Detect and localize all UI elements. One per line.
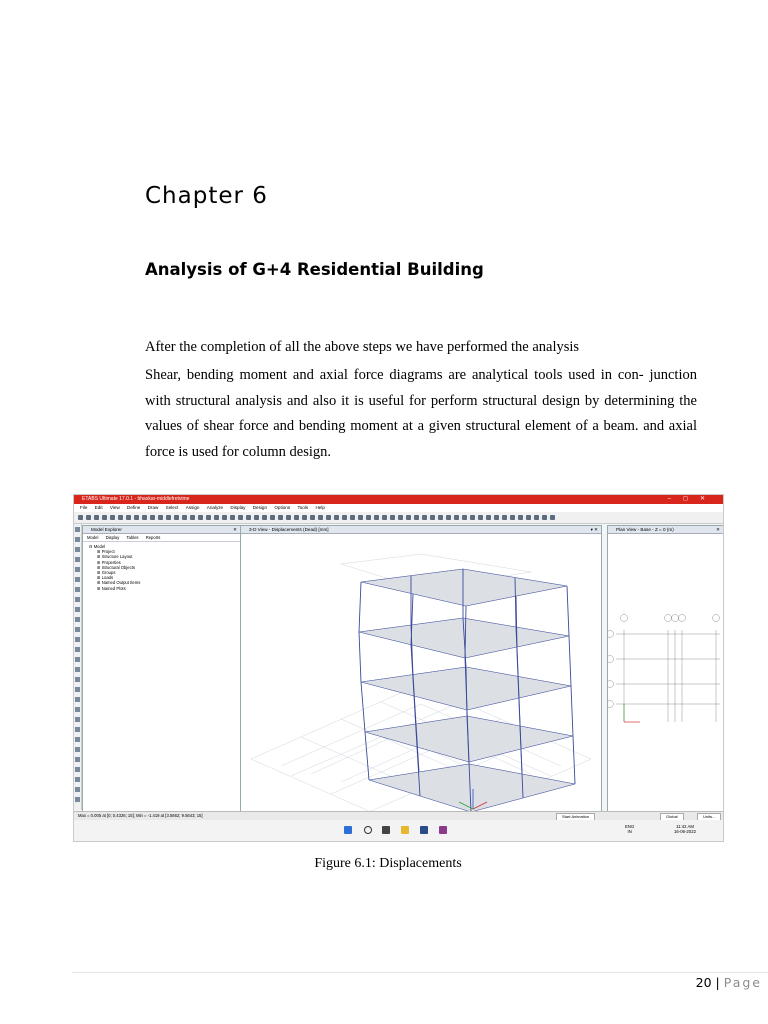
side-tool-icon[interactable] <box>75 697 80 702</box>
side-tool-icon[interactable] <box>75 537 80 542</box>
side-tool-icon[interactable] <box>75 577 80 582</box>
plan-view-pane[interactable] <box>607 525 724 812</box>
toolbar-button-icon[interactable] <box>214 515 219 520</box>
side-tool-icon[interactable] <box>75 547 80 552</box>
toolbar-button-icon[interactable] <box>246 515 251 520</box>
view-3d-title: 3-D View - Displacements (Dead) [mm] <box>249 527 329 532</box>
explorer-header <box>83 526 240 534</box>
tree-item[interactable]: ⊞ Properties <box>97 559 121 565</box>
taskview-icon[interactable] <box>382 826 390 834</box>
toolbar-button-icon[interactable] <box>318 515 323 520</box>
toolbar-button-icon[interactable] <box>406 515 411 520</box>
side-tool-icon[interactable] <box>75 617 80 622</box>
side-tool-icon[interactable] <box>75 687 80 692</box>
toolbar-button-icon[interactable] <box>502 515 507 520</box>
side-tool-icon[interactable] <box>75 777 80 782</box>
menu-item[interactable]: Tools <box>297 505 309 510</box>
side-tool-icon[interactable] <box>75 647 80 652</box>
toolbar-button-icon[interactable] <box>142 515 147 520</box>
start-animation-button[interactable]: Start Animation <box>556 813 595 821</box>
view-3d-header <box>241 526 601 534</box>
toolbar-button-icon[interactable] <box>166 515 171 520</box>
tree-item[interactable]: ⊞ Loads <box>97 575 114 581</box>
toolbar-button-icon[interactable] <box>182 515 187 520</box>
coordinate-system-select[interactable]: Global <box>660 813 684 821</box>
toolbar-button-icon[interactable] <box>438 515 443 520</box>
menu-item[interactable]: Select <box>165 505 179 510</box>
side-tool-icon[interactable] <box>75 607 80 612</box>
toolbar-button-icon[interactable] <box>230 515 235 520</box>
side-tool-icon[interactable] <box>75 657 80 662</box>
left-toolbar <box>74 524 82 810</box>
plan-view-title: Plan View - Base - Z = 0 (m) <box>616 527 674 532</box>
toolbar-button-icon[interactable] <box>174 515 179 520</box>
toolbar-button-icon[interactable] <box>254 515 259 520</box>
tab-display[interactable]: Display <box>105 535 120 540</box>
toolbar-button-icon[interactable] <box>262 515 267 520</box>
side-tool-icon[interactable] <box>75 737 80 742</box>
menu-item[interactable]: Display <box>230 505 246 510</box>
toolbar-button-icon[interactable] <box>358 515 363 520</box>
side-tool-icon[interactable] <box>75 767 80 772</box>
app-titlebar <box>74 495 723 504</box>
toolbar-button-icon[interactable] <box>470 515 475 520</box>
folder-icon[interactable] <box>401 826 409 834</box>
figure-caption: Figure 6.1: Displacements <box>314 856 462 871</box>
toolbar-button-icon[interactable] <box>134 515 139 520</box>
side-tool-icon[interactable] <box>75 797 80 802</box>
tree-item[interactable]: ⊞ Structure Layout <box>97 554 133 560</box>
toolbar-button-icon[interactable] <box>446 515 451 520</box>
side-tool-icon[interactable] <box>75 567 80 572</box>
toolbar-button-icon[interactable] <box>342 515 347 520</box>
side-tool-icon[interactable] <box>75 727 80 732</box>
toolbar-button-icon[interactable] <box>310 515 315 520</box>
tab-tables[interactable]: Tables <box>126 535 139 540</box>
side-tool-icon[interactable] <box>75 677 80 682</box>
toolbar-button-icon[interactable] <box>118 515 123 520</box>
toolbar-button-icon[interactable] <box>86 515 91 520</box>
toolbar-button-icon[interactable] <box>422 515 427 520</box>
toolbar-button-icon[interactable] <box>286 515 291 520</box>
toolbar-button-icon[interactable] <box>414 515 419 520</box>
side-tool-icon[interactable] <box>75 757 80 762</box>
toolbar-button-icon[interactable] <box>374 515 379 520</box>
footer-line <box>72 972 768 973</box>
toolbar-button-icon[interactable] <box>302 515 307 520</box>
tree-item[interactable]: ⊞ Named Output Items <box>97 580 141 586</box>
side-tool-icon[interactable] <box>75 787 80 792</box>
toolbar-button-icon[interactable] <box>238 515 243 520</box>
toolbar-button-icon[interactable] <box>390 515 395 520</box>
toolbar-button-icon[interactable] <box>454 515 459 520</box>
toolbar-button-icon[interactable] <box>486 515 491 520</box>
menu-bar <box>74 504 723 512</box>
toolbar <box>74 512 723 524</box>
menu-item[interactable]: Help <box>315 505 325 510</box>
search-icon[interactable] <box>364 826 372 834</box>
toolbar-button-icon[interactable] <box>110 515 115 520</box>
tree-item[interactable]: ⊞ Structural Objects <box>97 564 135 570</box>
toolbar-button-icon[interactable] <box>190 515 195 520</box>
toolbar-button-icon[interactable] <box>198 515 203 520</box>
toolbar-button-icon[interactable] <box>462 515 467 520</box>
menu-item[interactable]: Draw <box>147 505 159 510</box>
side-tool-icon[interactable] <box>75 627 80 632</box>
toolbar-button-icon[interactable] <box>382 515 387 520</box>
toolbar-button-icon[interactable] <box>78 515 83 520</box>
app-title: ETABS Ultimate 17.0.1 - bhaskar-middlefretvime <box>82 496 190 502</box>
toolbar-button-icon[interactable] <box>150 515 155 520</box>
explorer-tabs <box>83 534 240 542</box>
start-icon[interactable] <box>344 826 352 834</box>
toolbar-button-icon[interactable] <box>350 515 355 520</box>
status-bar <box>74 811 723 820</box>
tree-item[interactable]: ⊞ Named Plots <box>97 585 126 591</box>
toolbar-button-icon[interactable] <box>398 515 403 520</box>
toolbar-button-icon[interactable] <box>94 515 99 520</box>
toolbar-button-icon[interactable] <box>550 515 555 520</box>
menu-item[interactable]: Assign <box>185 505 200 510</box>
menu-item[interactable]: File <box>80 505 88 510</box>
window-controls[interactable]: –◻✕ <box>667 496 717 502</box>
store-icon[interactable] <box>420 826 428 834</box>
toolbar-button-icon[interactable] <box>518 515 523 520</box>
toolbar-button-icon[interactable] <box>102 515 107 520</box>
view-3d-pane[interactable] <box>240 525 602 812</box>
app-icon[interactable] <box>439 826 447 834</box>
toolbar-button-icon[interactable] <box>334 515 339 520</box>
toolbar-button-icon[interactable] <box>326 515 331 520</box>
toolbar-button-icon[interactable] <box>534 515 539 520</box>
close-icon[interactable]: ✕ <box>716 527 720 532</box>
windows-taskbar <box>74 820 723 841</box>
model-explorer-pane <box>82 525 241 812</box>
toolbar-button-icon[interactable] <box>278 515 283 520</box>
menu-item[interactable]: Options <box>274 505 291 510</box>
tab-reports[interactable]: Reports <box>145 535 161 540</box>
units-button[interactable]: Units... <box>697 813 721 821</box>
menu-item[interactable]: Analyze <box>206 505 224 510</box>
menu-item[interactable]: Edit <box>94 505 103 510</box>
toolbar-button-icon[interactable] <box>542 515 547 520</box>
close-icon[interactable]: ✕ <box>233 527 237 532</box>
toolbar-button-icon[interactable] <box>494 515 499 520</box>
tree-item[interactable]: ⊞ Project <box>97 549 115 555</box>
tab-model[interactable]: Model <box>87 535 99 540</box>
explorer-title: Model Explorer <box>91 527 122 532</box>
toolbar-button-icon[interactable] <box>526 515 531 520</box>
side-tool-icon[interactable] <box>75 587 80 592</box>
toolbar-button-icon[interactable] <box>222 515 227 520</box>
toolbar-button-icon[interactable] <box>510 515 515 520</box>
side-tool-icon[interactable] <box>75 557 80 562</box>
menu-item[interactable]: View <box>109 505 120 510</box>
toolbar-button-icon[interactable] <box>294 515 299 520</box>
menu-item[interactable]: Define <box>127 505 141 510</box>
side-tool-icon[interactable] <box>75 707 80 712</box>
side-tool-icon[interactable] <box>75 667 80 672</box>
language-indicator[interactable]: ENG IN <box>625 824 635 834</box>
model-tree <box>83 542 240 591</box>
toolbar-button-icon[interactable] <box>478 515 483 520</box>
page-number: 20 | Page <box>695 975 762 990</box>
tree-root[interactable]: ⊟ Model <box>89 544 106 549</box>
close-icon[interactable]: ▾ ✕ <box>590 527 598 532</box>
side-tool-icon[interactable] <box>75 527 80 532</box>
plan-grid <box>608 534 723 811</box>
section-title: Analysis of G+4 Residential Building <box>145 260 484 279</box>
toolbar-button-icon[interactable] <box>430 515 435 520</box>
figure-screenshot <box>73 494 724 842</box>
deformed-building-model <box>241 534 601 811</box>
side-tool-icon[interactable] <box>75 717 80 722</box>
chapter-heading: Chapter 6 <box>145 183 268 209</box>
toolbar-button-icon[interactable] <box>126 515 131 520</box>
tree-item[interactable]: ⊞ Groups <box>97 570 116 576</box>
side-tool-icon[interactable] <box>75 747 80 752</box>
plan-view-header <box>608 526 723 534</box>
intro-text: After the completion of all the above steps we have performed the analysis <box>145 339 580 355</box>
toolbar-button-icon[interactable] <box>158 515 163 520</box>
toolbar-button-icon[interactable] <box>206 515 211 520</box>
side-tool-icon[interactable] <box>75 597 80 602</box>
body-paragraph: Shear, bending moment and axial force diagrams are analytical tools used in con- junction with structural analysis and also it is useful for perform structural design by determining the values of shear force and bending moment at a given structural element of a beam. and axial force is used for column design. <box>145 367 697 460</box>
menu-item[interactable]: Design <box>252 505 268 510</box>
toolbar-button-icon[interactable] <box>270 515 275 520</box>
side-tool-icon[interactable] <box>75 637 80 642</box>
toolbar-button-icon[interactable] <box>366 515 371 520</box>
clock[interactable]: 11:42 AM 16-06-2022 <box>674 824 696 834</box>
status-text: Max = 0.005 at [0; 0.4326; 15]; Min = -1.419 at [3.5662; 9.5643; 15] <box>78 813 203 818</box>
